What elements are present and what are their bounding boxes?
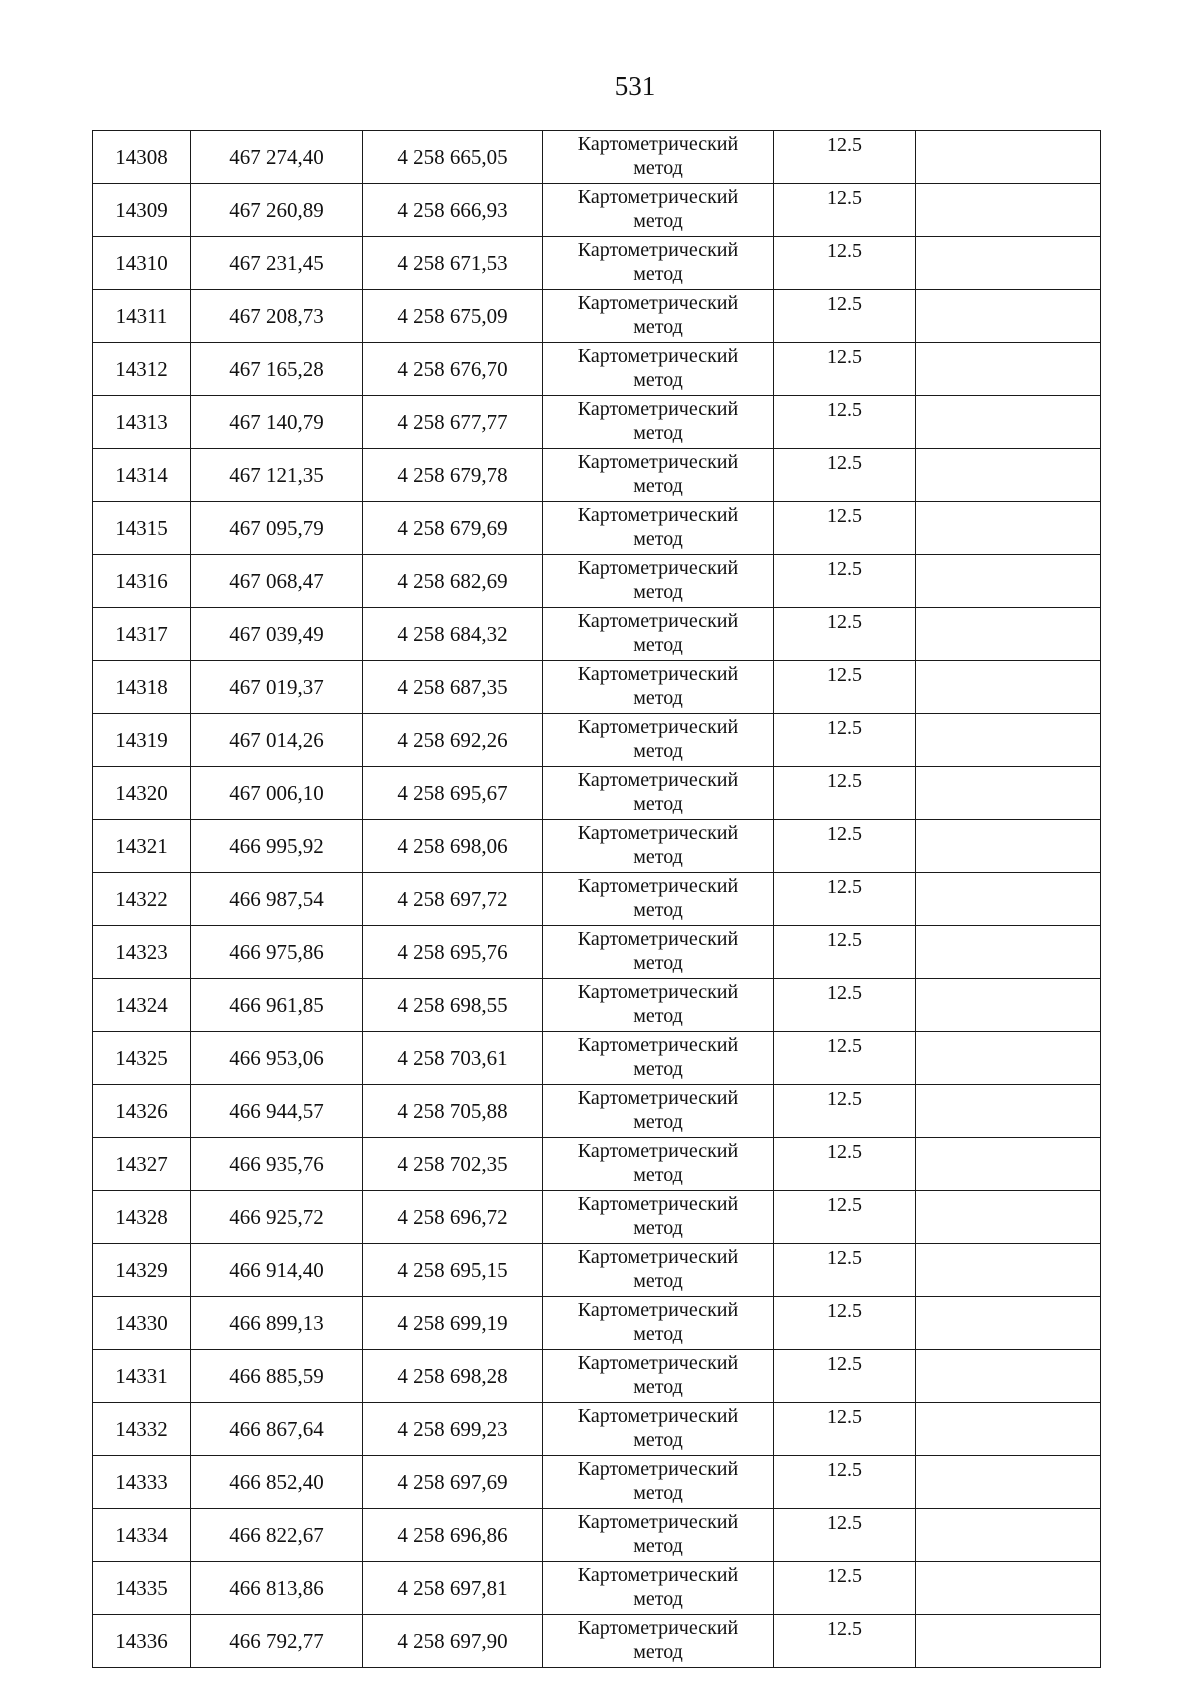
x-coordinate-cell: 467 014,26 xyxy=(191,714,363,767)
note-cell xyxy=(916,1191,1101,1244)
y-coordinate-cell: 4 258 695,67 xyxy=(363,767,543,820)
y-coordinate-cell: 4 258 695,76 xyxy=(363,926,543,979)
note-cell xyxy=(916,1085,1101,1138)
method-line1: Картометрический xyxy=(577,186,739,208)
point-number-cell: 14318 xyxy=(93,661,191,714)
method-line2: метод xyxy=(633,793,683,815)
method-line1: Картометрический xyxy=(577,1458,739,1480)
method-line2: метод xyxy=(633,1323,683,1345)
table-row xyxy=(93,926,1101,979)
table-row xyxy=(93,1403,1101,1456)
method-line1: Картометрический xyxy=(577,1246,739,1268)
method-line2: метод xyxy=(633,1376,683,1398)
method-cell xyxy=(543,608,774,661)
table-row xyxy=(93,1191,1101,1244)
precision-cell: 12.5 xyxy=(774,1350,916,1403)
method-line2: метод xyxy=(633,846,683,868)
method-cell xyxy=(543,237,774,290)
precision-cell: 12.5 xyxy=(774,820,916,873)
method-cell xyxy=(543,1032,774,1085)
method-line1: Картометрический xyxy=(577,1140,739,1162)
method-cell xyxy=(543,396,774,449)
method-cell xyxy=(543,131,774,184)
note-cell xyxy=(916,1350,1101,1403)
method-line1: Картометрический xyxy=(577,663,739,685)
method-cell xyxy=(543,1403,774,1456)
y-coordinate-cell: 4 258 697,69 xyxy=(363,1456,543,1509)
y-coordinate-cell: 4 258 676,70 xyxy=(363,343,543,396)
method-cell xyxy=(543,767,774,820)
method-line2: метод xyxy=(633,157,683,179)
method-cell xyxy=(543,1297,774,1350)
point-number-cell: 14316 xyxy=(93,555,191,608)
method-cell xyxy=(543,873,774,926)
method-line1: Картометрический xyxy=(577,822,739,844)
y-coordinate-cell: 4 258 671,53 xyxy=(363,237,543,290)
precision-cell: 12.5 xyxy=(774,1456,916,1509)
y-coordinate-cell: 4 258 703,61 xyxy=(363,1032,543,1085)
coordinates-table-body xyxy=(93,131,1101,1668)
x-coordinate-cell: 466 852,40 xyxy=(191,1456,363,1509)
method-line1: Картометрический xyxy=(577,1034,739,1056)
table-row xyxy=(93,714,1101,767)
method-cell xyxy=(543,926,774,979)
point-number-cell: 14333 xyxy=(93,1456,191,1509)
table-row xyxy=(93,555,1101,608)
precision-cell: 12.5 xyxy=(774,1244,916,1297)
table-row xyxy=(93,1350,1101,1403)
method-cell xyxy=(543,1562,774,1615)
y-coordinate-cell: 4 258 697,72 xyxy=(363,873,543,926)
method-line1: Картометрический xyxy=(577,875,739,897)
table-row xyxy=(93,1297,1101,1350)
x-coordinate-cell: 466 899,13 xyxy=(191,1297,363,1350)
x-coordinate-cell: 466 925,72 xyxy=(191,1191,363,1244)
method-line1: Картометрический xyxy=(577,504,739,526)
x-coordinate-cell: 467 039,49 xyxy=(191,608,363,661)
y-coordinate-cell: 4 258 682,69 xyxy=(363,555,543,608)
note-cell xyxy=(916,449,1101,502)
y-coordinate-cell: 4 258 699,19 xyxy=(363,1297,543,1350)
method-line2: метод xyxy=(633,1111,683,1133)
table-row xyxy=(93,1615,1101,1668)
method-line2: метод xyxy=(633,1058,683,1080)
precision-cell: 12.5 xyxy=(774,184,916,237)
table-row xyxy=(93,184,1101,237)
precision-cell: 12.5 xyxy=(774,131,916,184)
point-number-cell: 14314 xyxy=(93,449,191,502)
point-number-cell: 14329 xyxy=(93,1244,191,1297)
method-line1: Картометрический xyxy=(577,292,739,314)
point-number-cell: 14334 xyxy=(93,1509,191,1562)
table-row xyxy=(93,237,1101,290)
point-number-cell: 14320 xyxy=(93,767,191,820)
precision-cell: 12.5 xyxy=(774,555,916,608)
method-line1: Картометрический xyxy=(577,716,739,738)
precision-cell: 12.5 xyxy=(774,1032,916,1085)
method-line2: метод xyxy=(633,687,683,709)
y-coordinate-cell: 4 258 675,09 xyxy=(363,290,543,343)
precision-cell: 12.5 xyxy=(774,1191,916,1244)
x-coordinate-cell: 466 822,67 xyxy=(191,1509,363,1562)
point-number-cell: 14319 xyxy=(93,714,191,767)
x-coordinate-cell: 467 095,79 xyxy=(191,502,363,555)
table-row xyxy=(93,820,1101,873)
method-line1: Картометрический xyxy=(577,928,739,950)
method-line1: Картометрический xyxy=(577,451,739,473)
method-line2: метод xyxy=(633,1535,683,1557)
note-cell xyxy=(916,979,1101,1032)
point-number-cell: 14309 xyxy=(93,184,191,237)
method-cell xyxy=(543,1456,774,1509)
y-coordinate-cell: 4 258 696,86 xyxy=(363,1509,543,1562)
method-line1: Картометрический xyxy=(577,398,739,420)
table-row xyxy=(93,502,1101,555)
x-coordinate-cell: 467 140,79 xyxy=(191,396,363,449)
method-line1: Картометрический xyxy=(577,1352,739,1374)
method-line2: метод xyxy=(633,1164,683,1186)
precision-cell: 12.5 xyxy=(774,396,916,449)
method-line2: метод xyxy=(633,1588,683,1610)
x-coordinate-cell: 466 914,40 xyxy=(191,1244,363,1297)
table-row xyxy=(93,449,1101,502)
y-coordinate-cell: 4 258 697,81 xyxy=(363,1562,543,1615)
method-line2: метод xyxy=(633,210,683,232)
method-line2: метод xyxy=(633,1482,683,1504)
method-cell xyxy=(543,1138,774,1191)
method-cell xyxy=(543,979,774,1032)
note-cell xyxy=(916,767,1101,820)
note-cell xyxy=(916,1138,1101,1191)
x-coordinate-cell: 466 867,64 xyxy=(191,1403,363,1456)
method-line2: метод xyxy=(633,634,683,656)
method-line2: метод xyxy=(633,1217,683,1239)
y-coordinate-cell: 4 258 666,93 xyxy=(363,184,543,237)
x-coordinate-cell: 466 953,06 xyxy=(191,1032,363,1085)
method-cell xyxy=(543,1350,774,1403)
x-coordinate-cell: 467 231,45 xyxy=(191,237,363,290)
point-number-cell: 14308 xyxy=(93,131,191,184)
method-cell xyxy=(543,290,774,343)
precision-cell: 12.5 xyxy=(774,502,916,555)
point-number-cell: 14327 xyxy=(93,1138,191,1191)
precision-cell: 12.5 xyxy=(774,1615,916,1668)
y-coordinate-cell: 4 258 698,55 xyxy=(363,979,543,1032)
x-coordinate-cell: 466 975,86 xyxy=(191,926,363,979)
point-number-cell: 14315 xyxy=(93,502,191,555)
method-cell xyxy=(543,449,774,502)
method-line1: Картометрический xyxy=(577,981,739,1003)
method-cell xyxy=(543,1615,774,1668)
y-coordinate-cell: 4 258 705,88 xyxy=(363,1085,543,1138)
method-line1: Картометрический xyxy=(577,769,739,791)
x-coordinate-cell: 467 068,47 xyxy=(191,555,363,608)
method-line2: метод xyxy=(633,1429,683,1451)
precision-cell: 12.5 xyxy=(774,767,916,820)
y-coordinate-cell: 4 258 698,28 xyxy=(363,1350,543,1403)
method-line1: Картометрический xyxy=(577,610,739,632)
coordinates-table xyxy=(92,130,1101,1668)
note-cell xyxy=(916,820,1101,873)
table-row xyxy=(93,1138,1101,1191)
precision-cell: 12.5 xyxy=(774,290,916,343)
method-line1: Картометрический xyxy=(577,1193,739,1215)
x-coordinate-cell: 467 274,40 xyxy=(191,131,363,184)
page-number: 531 xyxy=(614,71,656,101)
point-number-cell: 14310 xyxy=(93,237,191,290)
x-coordinate-cell: 467 260,89 xyxy=(191,184,363,237)
table-row xyxy=(93,661,1101,714)
note-cell xyxy=(916,1456,1101,1509)
point-number-cell: 14311 xyxy=(93,290,191,343)
precision-cell: 12.5 xyxy=(774,237,916,290)
table-row xyxy=(93,1085,1101,1138)
x-coordinate-cell: 467 019,37 xyxy=(191,661,363,714)
precision-cell: 12.5 xyxy=(774,1138,916,1191)
note-cell xyxy=(916,608,1101,661)
method-line2: метод xyxy=(633,263,683,285)
point-number-cell: 14331 xyxy=(93,1350,191,1403)
method-cell xyxy=(543,184,774,237)
x-coordinate-cell: 466 961,85 xyxy=(191,979,363,1032)
x-coordinate-cell: 466 813,86 xyxy=(191,1562,363,1615)
table-row xyxy=(93,290,1101,343)
point-number-cell: 14336 xyxy=(93,1615,191,1668)
method-cell xyxy=(543,1085,774,1138)
point-number-cell: 14326 xyxy=(93,1085,191,1138)
precision-cell: 12.5 xyxy=(774,1085,916,1138)
table-row xyxy=(93,1032,1101,1085)
method-line1: Картометрический xyxy=(577,345,739,367)
method-cell xyxy=(543,502,774,555)
x-coordinate-cell: 466 792,77 xyxy=(191,1615,363,1668)
point-number-cell: 14317 xyxy=(93,608,191,661)
table-row xyxy=(93,343,1101,396)
note-cell xyxy=(916,1403,1101,1456)
method-line1: Картометрический xyxy=(577,1405,739,1427)
x-coordinate-cell: 467 121,35 xyxy=(191,449,363,502)
table-row xyxy=(93,1509,1101,1562)
y-coordinate-cell: 4 258 687,35 xyxy=(363,661,543,714)
point-number-cell: 14332 xyxy=(93,1403,191,1456)
method-line2: метод xyxy=(633,422,683,444)
table-row xyxy=(93,608,1101,661)
table-row xyxy=(93,767,1101,820)
precision-cell: 12.5 xyxy=(774,1562,916,1615)
table-row xyxy=(93,1244,1101,1297)
method-line2: метод xyxy=(633,369,683,391)
point-number-cell: 14330 xyxy=(93,1297,191,1350)
point-number-cell: 14312 xyxy=(93,343,191,396)
method-cell xyxy=(543,820,774,873)
x-coordinate-cell: 466 935,76 xyxy=(191,1138,363,1191)
precision-cell: 12.5 xyxy=(774,343,916,396)
y-coordinate-cell: 4 258 679,78 xyxy=(363,449,543,502)
note-cell xyxy=(916,502,1101,555)
method-line2: метод xyxy=(633,899,683,921)
note-cell xyxy=(916,1615,1101,1668)
y-coordinate-cell: 4 258 695,15 xyxy=(363,1244,543,1297)
point-number-cell: 14313 xyxy=(93,396,191,449)
point-number-cell: 14328 xyxy=(93,1191,191,1244)
precision-cell: 12.5 xyxy=(774,661,916,714)
table-row xyxy=(93,979,1101,1032)
method-cell xyxy=(543,714,774,767)
note-cell xyxy=(916,926,1101,979)
precision-cell: 12.5 xyxy=(774,979,916,1032)
note-cell xyxy=(916,1297,1101,1350)
method-line2: метод xyxy=(633,1270,683,1292)
method-line1: Картометрический xyxy=(577,1511,739,1533)
note-cell xyxy=(916,661,1101,714)
x-coordinate-cell: 467 006,10 xyxy=(191,767,363,820)
point-number-cell: 14323 xyxy=(93,926,191,979)
method-cell xyxy=(543,661,774,714)
x-coordinate-cell: 466 995,92 xyxy=(191,820,363,873)
method-line1: Картометрический xyxy=(577,133,739,155)
precision-cell: 12.5 xyxy=(774,608,916,661)
method-cell xyxy=(543,1509,774,1562)
x-coordinate-cell: 467 208,73 xyxy=(191,290,363,343)
table-row xyxy=(93,873,1101,926)
method-cell xyxy=(543,343,774,396)
table-row xyxy=(93,1456,1101,1509)
point-number-cell: 14322 xyxy=(93,873,191,926)
point-number-cell: 14325 xyxy=(93,1032,191,1085)
note-cell xyxy=(916,1032,1101,1085)
x-coordinate-cell: 467 165,28 xyxy=(191,343,363,396)
y-coordinate-cell: 4 258 698,06 xyxy=(363,820,543,873)
note-cell xyxy=(916,1562,1101,1615)
method-line2: метод xyxy=(633,740,683,762)
method-cell xyxy=(543,555,774,608)
table-row xyxy=(93,131,1101,184)
note-cell xyxy=(916,1244,1101,1297)
note-cell xyxy=(916,555,1101,608)
x-coordinate-cell: 466 944,57 xyxy=(191,1085,363,1138)
note-cell xyxy=(916,184,1101,237)
y-coordinate-cell: 4 258 702,35 xyxy=(363,1138,543,1191)
note-cell xyxy=(916,396,1101,449)
y-coordinate-cell: 4 258 697,90 xyxy=(363,1615,543,1668)
note-cell xyxy=(916,131,1101,184)
precision-cell: 12.5 xyxy=(774,1403,916,1456)
precision-cell: 12.5 xyxy=(774,714,916,767)
y-coordinate-cell: 4 258 684,32 xyxy=(363,608,543,661)
precision-cell: 12.5 xyxy=(774,1297,916,1350)
note-cell xyxy=(916,237,1101,290)
note-cell xyxy=(916,1509,1101,1562)
precision-cell: 12.5 xyxy=(774,449,916,502)
note-cell xyxy=(916,343,1101,396)
method-line2: метод xyxy=(633,952,683,974)
method-line1: Картометрический xyxy=(577,1617,739,1639)
method-line2: метод xyxy=(633,528,683,550)
note-cell xyxy=(916,714,1101,767)
table-row xyxy=(93,396,1101,449)
method-line2: метод xyxy=(633,316,683,338)
method-line1: Картометрический xyxy=(577,239,739,261)
method-line1: Картометрический xyxy=(577,1299,739,1321)
y-coordinate-cell: 4 258 699,23 xyxy=(363,1403,543,1456)
point-number-cell: 14321 xyxy=(93,820,191,873)
method-line1: Картометрический xyxy=(577,1087,739,1109)
x-coordinate-cell: 466 885,59 xyxy=(191,1350,363,1403)
method-line2: метод xyxy=(633,475,683,497)
method-line1: Картометрический xyxy=(577,557,739,579)
method-cell xyxy=(543,1244,774,1297)
method-cell xyxy=(543,1191,774,1244)
precision-cell: 12.5 xyxy=(774,926,916,979)
precision-cell: 12.5 xyxy=(774,873,916,926)
method-line2: метод xyxy=(633,1005,683,1027)
table-row xyxy=(93,1562,1101,1615)
method-line1: Картометрический xyxy=(577,1564,739,1586)
y-coordinate-cell: 4 258 679,69 xyxy=(363,502,543,555)
y-coordinate-cell: 4 258 692,26 xyxy=(363,714,543,767)
note-cell xyxy=(916,873,1101,926)
method-line2: метод xyxy=(633,581,683,603)
precision-cell: 12.5 xyxy=(774,1509,916,1562)
y-coordinate-cell: 4 258 677,77 xyxy=(363,396,543,449)
note-cell xyxy=(916,290,1101,343)
y-coordinate-cell: 4 258 665,05 xyxy=(363,131,543,184)
y-coordinate-cell: 4 258 696,72 xyxy=(363,1191,543,1244)
x-coordinate-cell: 466 987,54 xyxy=(191,873,363,926)
point-number-cell: 14335 xyxy=(93,1562,191,1615)
point-number-cell: 14324 xyxy=(93,979,191,1032)
method-line2: метод xyxy=(633,1641,683,1663)
